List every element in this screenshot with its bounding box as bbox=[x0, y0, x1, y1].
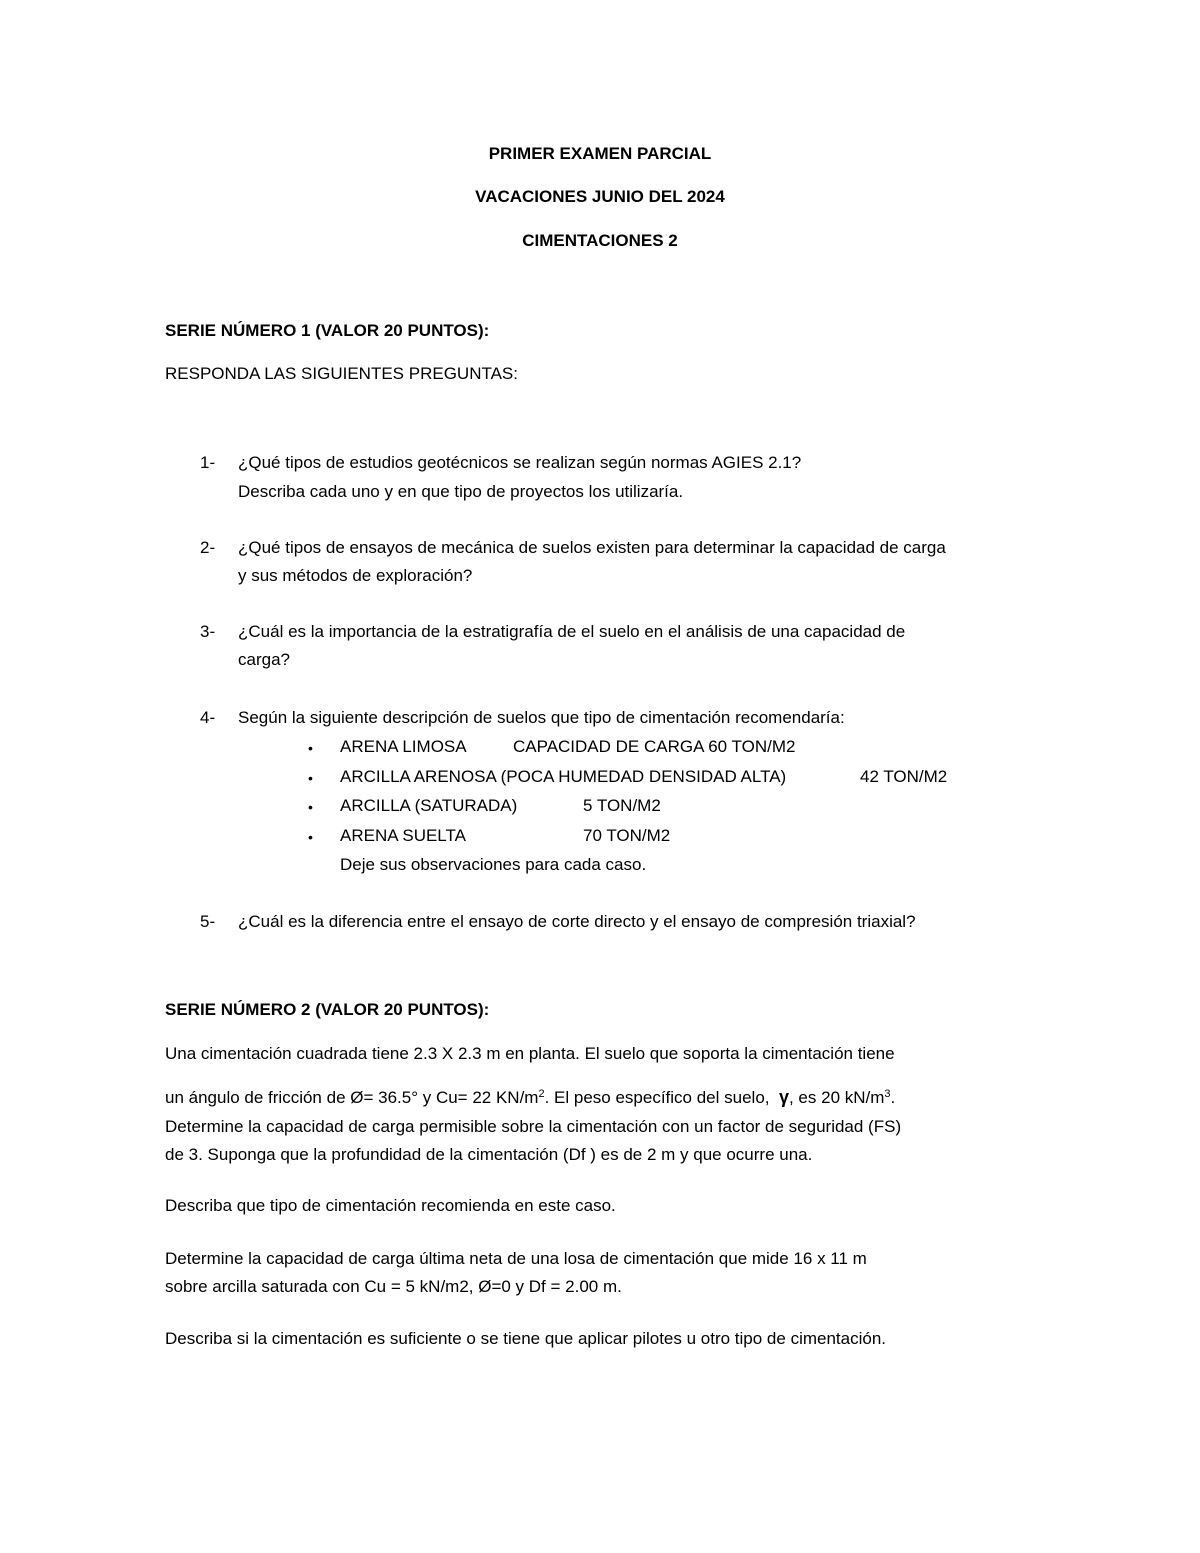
question-3-line-2: carga? bbox=[238, 650, 290, 669]
serie-2-paragraph-2: Describa que tipo de cimentación recomienda en este caso. bbox=[165, 1196, 616, 1215]
soil-4-name: ARENA SUELTA bbox=[340, 826, 466, 845]
course-name: CIMENTACIONES 2 bbox=[522, 231, 678, 250]
exam-title: PRIMER EXAMEN PARCIAL bbox=[488, 144, 712, 163]
serie-2-paragraph-3-line-1: Determine la capacidad de carga última neta de una losa de cimentación que mide 16 x 11 m bbox=[165, 1249, 867, 1268]
serie-1-instruction: RESPONDA LAS SIGUIENTES PREGUNTAS: bbox=[165, 364, 518, 383]
question-4-number: 4- bbox=[200, 708, 216, 727]
bullet-icon: • bbox=[308, 799, 313, 815]
question-2-line-2: y sus métodos de exploración? bbox=[238, 566, 473, 585]
serie-2-paragraph-1-line-3: Determine la capacidad de carga permisible sobre la cimentación con un factor de seguridad (FS) bbox=[165, 1117, 902, 1136]
question-3-line-1: ¿Cuál es la importancia de la estratigrafía de el suelo en el análisis de una capacidad de bbox=[238, 622, 906, 641]
bullet-icon: • bbox=[308, 740, 313, 756]
soil-3-name: ARCILLA (SATURADA) bbox=[340, 796, 518, 815]
serie-2-paragraph-1-line-4: de 3. Suponga que la profundidad de la cimentación (Df ) es de 2 m y que ocurre una. bbox=[165, 1145, 813, 1164]
gamma-symbol: γ bbox=[778, 1087, 789, 1107]
soil-2-name: ARCILLA ARENOSA (POCA HUMEDAD DENSIDAD ALTA) bbox=[340, 767, 787, 786]
question-4-line-1: Según la siguiente descripción de suelos que tipo de cimentación recomendaría: bbox=[238, 708, 845, 727]
serie-2-paragraph-1-line-1: Una cimentación cuadrada tiene 2.3 X 2.3 m en planta. El suelo que soporta la cimentación tiene bbox=[165, 1044, 895, 1063]
question-5-line-1: ¿Cuál es la diferencia entre el ensayo de corte directo y el ensayo de compresión triaxial? bbox=[238, 912, 916, 931]
soil-2-value: 42 TON/M2 bbox=[860, 767, 948, 786]
serie-2-paragraph-1-line-2: un ángulo de fricción de Ø= 36.5° y Cu= 22 $KN/m^2$. El peso específico del suelo, γ, es 20 $kN/m^3$. bbox=[165, 1087, 896, 1107]
bullet-icon: • bbox=[308, 829, 313, 845]
serie-2-heading: SERIE NÚMERO 2 (VALOR 20 PUNTOS): bbox=[165, 1000, 490, 1019]
question-3-number: 3- bbox=[200, 622, 216, 641]
question-1-line-2: Describa cada uno y en que tipo de proyectos los utilizaría. bbox=[238, 482, 684, 501]
question-2-line-1: ¿Qué tipos de ensayos de mecánica de suelos existen para determinar la capacidad de carga bbox=[238, 538, 946, 557]
serie-2-paragraph-4: Describa si la cimentación es suficiente o se tiene que aplicar pilotes u otro tipo de cimentación. bbox=[165, 1329, 886, 1348]
soil-1-name: ARENA LIMOSA bbox=[340, 737, 467, 756]
question-2-number: 2- bbox=[200, 538, 216, 557]
serie-1-heading: SERIE NÚMERO 1 (VALOR 20 PUNTOS): bbox=[165, 321, 490, 340]
soil-3-value: 5 TON/M2 bbox=[583, 796, 661, 815]
question-5-number: 5- bbox=[200, 912, 216, 931]
soils-note: Deje sus observaciones para cada caso. bbox=[340, 855, 647, 874]
soil-1-value: CAPACIDAD DE CARGA 60 TON/M2 bbox=[513, 737, 796, 756]
bullet-icon: • bbox=[308, 770, 313, 786]
question-1-line-1: ¿Qué tipos de estudios geotécnicos se realizan según normas AGIES 2.1? bbox=[238, 453, 802, 472]
exam-subtitle: VACACIONES JUNIO DEL 2024 bbox=[475, 187, 725, 206]
serie-2-paragraph-3-line-2: sobre arcilla saturada con Cu = 5 kN/m2, Ø=0 y Df = 2.00 m. bbox=[165, 1277, 622, 1296]
soil-4-value: 70 TON/M2 bbox=[583, 826, 671, 845]
question-1-number: 1- bbox=[200, 453, 216, 472]
